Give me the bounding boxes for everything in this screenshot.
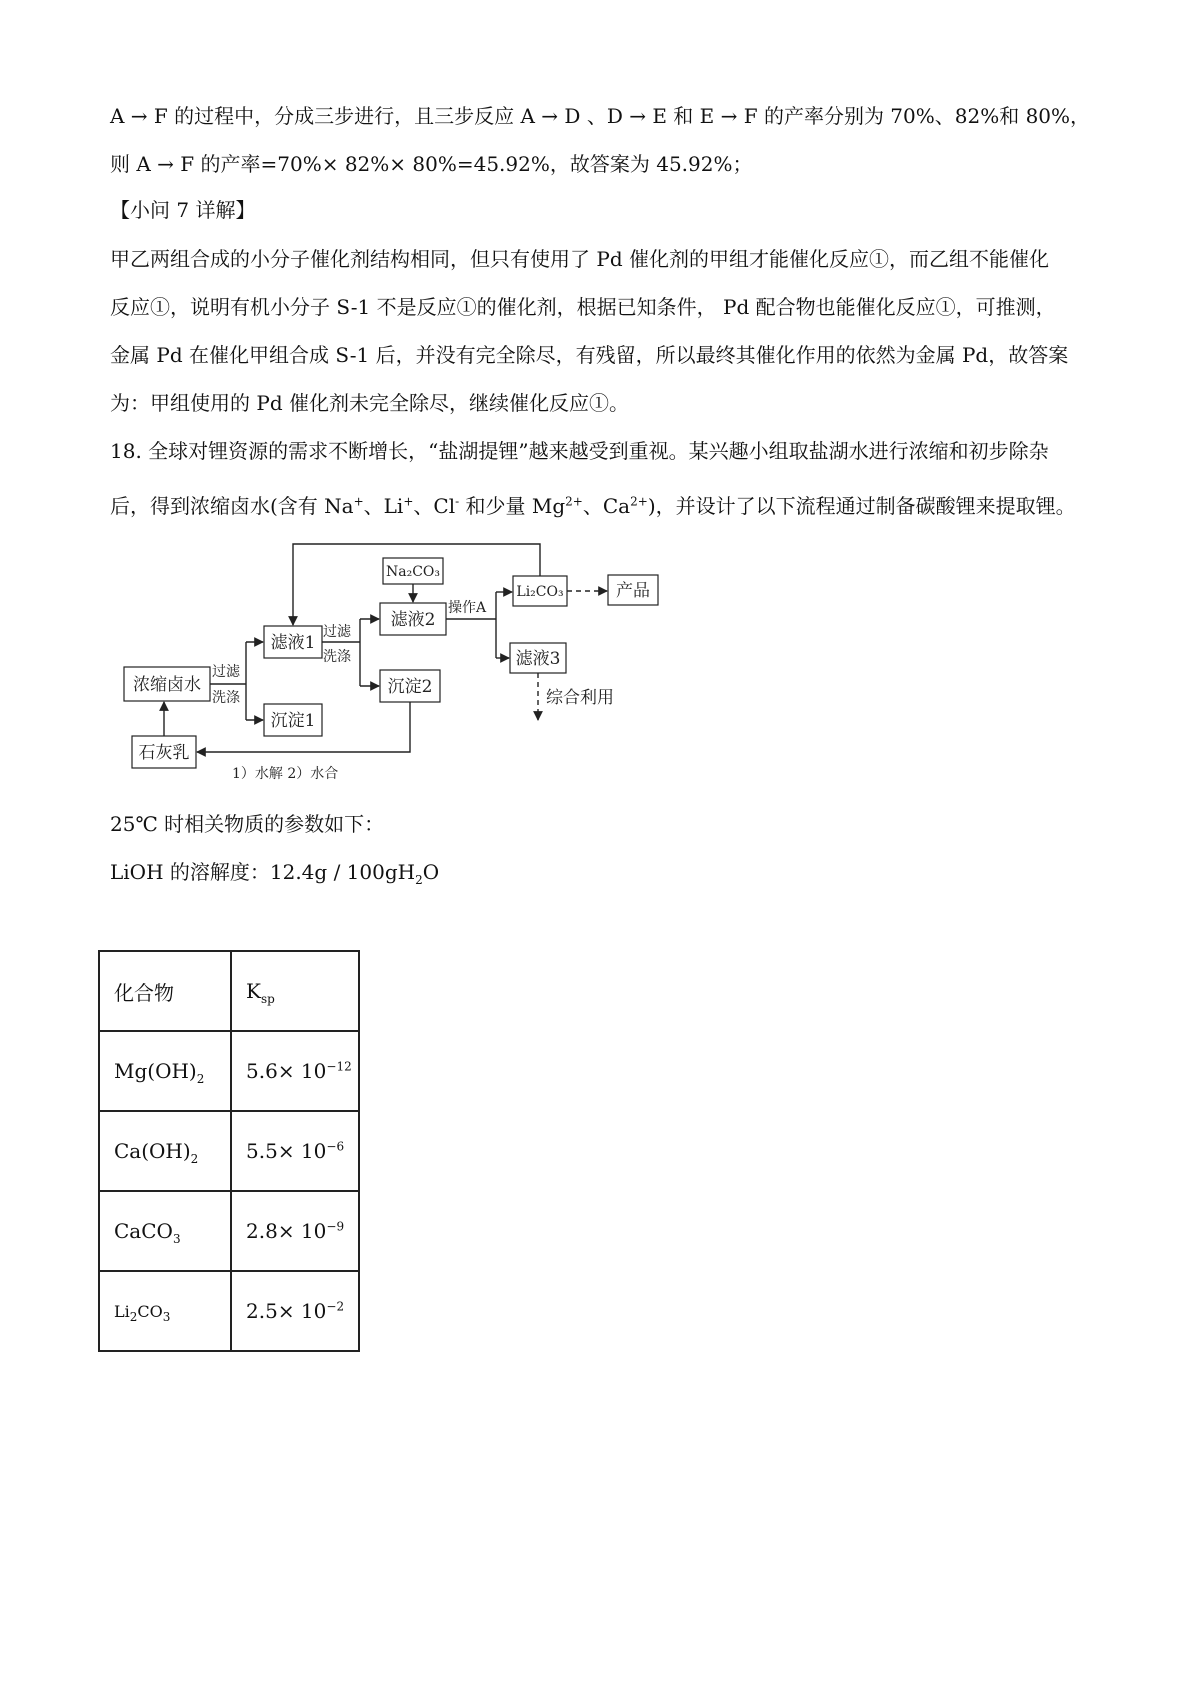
compound-cell	[99, 1031, 231, 1111]
para-l5: 反应①，说明有机小分子 S-1 不是反应①的催化剂，根据已知条件， Pd 配合物也能催化反应①，可推测，	[110, 295, 1056, 319]
ksp-mantissa: 2.5	[246, 1299, 278, 1323]
superscript: 2+	[565, 494, 583, 509]
ksp-cell	[231, 1191, 359, 1271]
ksp-mantissa: 2.8	[246, 1219, 278, 1243]
compound-sub: 2	[129, 1309, 138, 1324]
text-part: 和少量 Mg	[459, 494, 566, 518]
subscript: 2	[415, 873, 423, 887]
para-l7: 为：甲组使用的 Pd 催化剂未完全除尽，继续催化反应①。	[110, 391, 629, 415]
label-product: 产品	[616, 581, 650, 601]
section-heading: 【小问 7 详解】	[110, 198, 256, 222]
label-precip2: 沉淀2	[387, 677, 433, 697]
text-part: 、Cl	[413, 494, 456, 518]
ksp-table	[98, 950, 360, 1352]
label-wash-a: 洗涤	[212, 690, 240, 706]
ksp-cell	[231, 1031, 359, 1111]
label-op-a: 操作A	[448, 600, 487, 616]
label-filter-b: 过滤	[323, 624, 351, 640]
compound-sub: 2	[190, 1152, 199, 1166]
para-l6: 金属 Pd 在催化甲组合成 S-1 后，并没有完全除尽，有残留，所以最终其催化作用的依然为金属 Pd，故答案	[110, 343, 1069, 367]
ksp-times: × 10	[277, 1219, 327, 1243]
header-compound: 化合物	[99, 951, 231, 1031]
superscript: +	[403, 494, 414, 509]
table-row	[99, 1271, 359, 1351]
header-ksp	[231, 951, 359, 1031]
compound-cell	[99, 1191, 231, 1271]
ksp-k: K	[246, 979, 261, 1003]
text-part: )，并设计了以下流程通过制备碳酸锂来提取锂。	[647, 494, 1076, 518]
label-hydro: 1）水解 2）水合	[232, 766, 339, 782]
text-part: 、Ca	[582, 494, 631, 518]
label-precip1: 沉淀1	[270, 711, 316, 731]
compound-name-2: CO	[137, 1301, 163, 1321]
compound-cell	[99, 1111, 231, 1191]
label-na2co3: Na₂CO₃	[385, 564, 441, 580]
question-18-cont	[110, 492, 1076, 520]
ksp-exponent: −9	[326, 1219, 345, 1234]
text-part: LiOH 的溶解度：12.4g / 100gH	[110, 860, 416, 884]
superscript: -	[455, 494, 460, 509]
para-l2: 则 A → F 的产率=70%× 82%× 80%=45.92%，故答案为 45.92%；	[110, 152, 753, 176]
text-part: 、Li	[363, 494, 404, 518]
label-brine: 浓缩卤水	[133, 675, 201, 695]
ksp-sub: sp	[260, 992, 275, 1006]
compound-name: Li	[114, 1301, 130, 1321]
ksp-times: × 10	[277, 1139, 327, 1163]
label-filter-a: 过滤	[212, 664, 240, 680]
label-use: 综合利用	[546, 688, 614, 708]
ksp-cell	[231, 1271, 359, 1351]
superscript: +	[353, 494, 364, 509]
ksp-exponent: −2	[326, 1299, 345, 1314]
para-l11	[110, 858, 439, 886]
compound-name: CaCO	[114, 1219, 173, 1243]
para-l1: A → F 的过程中，分成三步进行，且三步反应 A → D 、D → E 和 E → F 的产率分别为 70%、82%和 80%，	[110, 104, 1091, 128]
label-wash-b: 洗涤	[323, 649, 351, 665]
ksp-times: × 10	[277, 1059, 327, 1083]
text-part: O	[422, 860, 440, 884]
compound-sub-2: 3	[162, 1309, 171, 1324]
compound-sub: 2	[196, 1072, 205, 1086]
table-row	[99, 1111, 359, 1191]
table-row	[99, 1191, 359, 1271]
compound-cell	[99, 1271, 231, 1351]
text-part: 后，得到浓缩卤水(含有 Na	[110, 494, 354, 518]
label-filtrate1: 滤液1	[270, 633, 316, 653]
ksp-times: × 10	[277, 1299, 327, 1323]
ksp-exponent: −6	[326, 1139, 345, 1154]
table-row	[99, 1031, 359, 1111]
para-l4: 甲乙两组合成的小分子催化剂结构相同，但只有使用了 Pd 催化剂的甲组才能催化反应①，而乙组不能催化	[110, 247, 1049, 271]
label-filtrate3: 滤液3	[515, 649, 561, 669]
para-l10: 25℃ 时相关物质的参数如下：	[110, 812, 385, 836]
flow-diagram	[120, 540, 720, 785]
label-filtrate2: 滤液2	[390, 610, 436, 630]
compound-name: Ca(OH)	[114, 1139, 191, 1163]
compound-sub: 3	[172, 1232, 181, 1246]
ksp-cell	[231, 1111, 359, 1191]
ksp-mantissa: 5.6	[246, 1059, 278, 1083]
ksp-exponent: −12	[326, 1059, 352, 1074]
superscript: 2+	[630, 494, 648, 509]
compound-name: Mg(OH)	[114, 1059, 197, 1083]
table-header-row	[99, 951, 359, 1031]
ksp-mantissa: 5.5	[246, 1139, 278, 1163]
label-lime: 石灰乳	[138, 743, 190, 763]
question-18: 18. 全球对锂资源的需求不断增长，“盐湖提锂”越来越受到重视。某兴趣小组取盐湖水进行浓缩和初步除杂	[110, 439, 1049, 463]
label-li2co3: Li₂CO₃	[516, 584, 564, 600]
